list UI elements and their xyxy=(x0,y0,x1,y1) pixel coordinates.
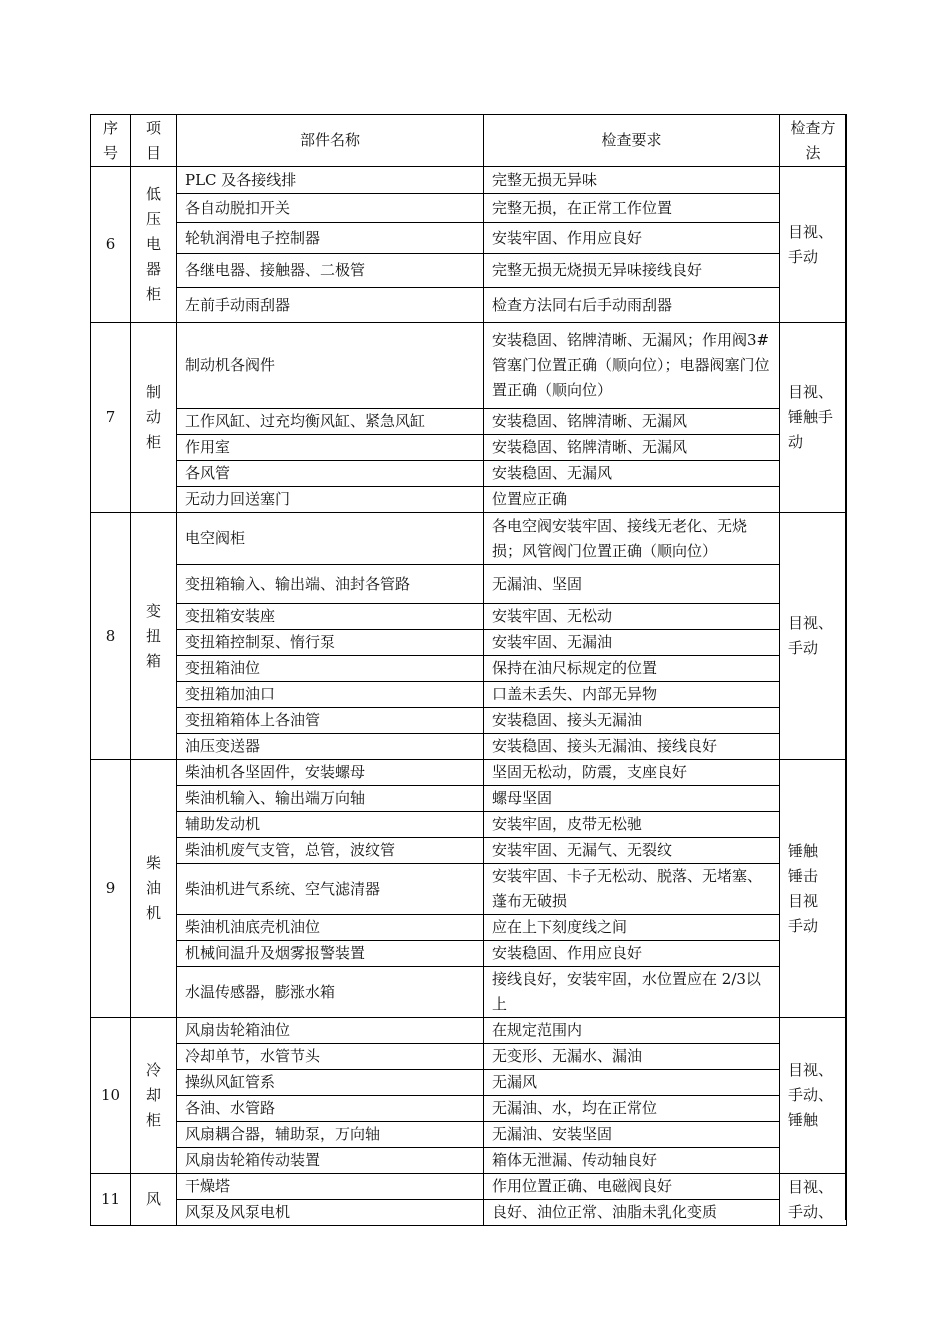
vertical-char: 油 xyxy=(145,879,161,897)
requirement: 完整无损无烧损无异味接线良好 xyxy=(484,254,780,288)
header-method: 检查方法 xyxy=(780,115,847,167)
table-row xyxy=(91,1174,847,1200)
header-req: 检查要求 xyxy=(484,115,780,167)
table-row xyxy=(91,604,847,630)
header-no: 序号 xyxy=(91,115,131,167)
table-row xyxy=(91,864,847,915)
part-name: 电空阀柜 xyxy=(177,513,484,565)
part-name: 柴油机油底壳机油位 xyxy=(177,915,484,941)
section-method: 目视、手动 xyxy=(780,513,847,760)
section-no: 8 xyxy=(91,513,131,760)
table-row xyxy=(91,1200,847,1226)
requirement: 安装稳固、作用应良好 xyxy=(484,941,780,967)
part-name: 柴油机输入、输出端万向轴 xyxy=(177,786,484,812)
requirement: 无漏油、水，均在正常位 xyxy=(484,1096,780,1122)
requirement: 各电空阀安装牢固、接线无老化、无烧损；风管阀门位置正确（顺向位） xyxy=(484,513,780,565)
section-no: 7 xyxy=(91,323,131,513)
requirement: 安装稳固、接头无漏油、接线良好 xyxy=(484,734,780,760)
part-name: 操纵风缸管系 xyxy=(177,1070,484,1096)
part-name: 辅助发动机 xyxy=(177,812,484,838)
requirement: 无漏油、坚固 xyxy=(484,565,780,604)
table-row xyxy=(91,630,847,656)
requirement: 在规定范围内 xyxy=(484,1018,780,1044)
vertical-char: 制 xyxy=(145,383,161,401)
part-name: PLC 及各接线排 xyxy=(177,167,484,194)
table-row xyxy=(91,288,847,323)
requirement: 位置应正确 xyxy=(484,487,780,513)
part-name: 变扭箱输入、输出端、油封各管路 xyxy=(177,565,484,604)
vertical-char: 锤击 xyxy=(788,866,819,885)
section-method: 目视、手动 xyxy=(780,167,847,323)
part-name: 工作风缸、过充均衡风缸、紧急风缸 xyxy=(177,409,484,435)
requirement: 检查方法同右后手动雨刮器 xyxy=(484,288,780,323)
part-name: 油压变送器 xyxy=(177,734,484,760)
table-row xyxy=(91,1018,847,1044)
header-item: 项目 xyxy=(131,115,177,167)
requirement: 作用位置正确、电磁阀良好 xyxy=(484,1174,780,1200)
table-row xyxy=(91,1044,847,1070)
table-row xyxy=(91,487,847,513)
requirement: 安装稳固、铭牌清晰、无漏风 xyxy=(484,409,780,435)
requirement: 安装稳固、铭牌清晰、无漏风 xyxy=(484,435,780,461)
vertical-char: 扭 xyxy=(145,626,161,645)
table-row xyxy=(91,461,847,487)
vertical-char: 低 xyxy=(145,185,161,203)
header-part: 部件名称 xyxy=(177,115,484,167)
table-row xyxy=(91,435,847,461)
section-item xyxy=(131,167,177,323)
requirement: 安装稳固、接头无漏油 xyxy=(484,708,780,734)
requirement: 安装牢固、无漏油 xyxy=(484,630,780,656)
table-row xyxy=(91,760,847,786)
inspection-table xyxy=(90,114,847,1226)
table-row xyxy=(91,838,847,864)
requirement: 无变形、无漏水、漏油 xyxy=(484,1044,780,1070)
requirement: 良好、油位正常、油脂未乳化变质 xyxy=(484,1200,780,1226)
part-name: 轮轨润滑电子控制器 xyxy=(177,223,484,254)
section-method: 目视、锤触手动 xyxy=(780,323,847,513)
requirement: 完整无损无异味 xyxy=(484,167,780,194)
part-name: 机械间温升及烟雾报警装置 xyxy=(177,941,484,967)
section-method xyxy=(780,760,847,1018)
vertical-char: 压 xyxy=(145,210,161,228)
table-row xyxy=(91,967,847,1018)
table-row xyxy=(91,1070,847,1096)
table-row xyxy=(91,786,847,812)
requirement: 保持在油尺标规定的位置 xyxy=(484,656,780,682)
section-item xyxy=(131,513,177,760)
table-row xyxy=(91,323,847,409)
part-name: 变扭箱油位 xyxy=(177,656,484,682)
table-row xyxy=(91,941,847,967)
part-name: 各继电器、接触器、二极管 xyxy=(177,254,484,288)
requirement: 箱体无泄漏、传动轴良好 xyxy=(484,1148,780,1174)
table-row xyxy=(91,1122,847,1148)
part-name: 左前手动雨刮器 xyxy=(177,288,484,323)
requirement: 无漏油、安装坚固 xyxy=(484,1122,780,1148)
section-item xyxy=(131,323,177,513)
table-row xyxy=(91,1148,847,1174)
vertical-char: 箱 xyxy=(145,651,161,670)
part-name: 各自动脱扣开关 xyxy=(177,194,484,223)
section-no: 6 xyxy=(91,167,131,323)
requirement: 完整无损，在正常工作位置 xyxy=(484,194,780,223)
part-name: 作用室 xyxy=(177,435,484,461)
section-item xyxy=(131,1018,177,1174)
part-name: 风扇齿轮箱油位 xyxy=(177,1018,484,1044)
table-row xyxy=(91,254,847,288)
table-row xyxy=(91,708,847,734)
requirement: 接线良好，安装牢固，水位置应在 2/3以上 xyxy=(484,967,780,1018)
requirement: 螺母坚固 xyxy=(484,786,780,812)
table-row xyxy=(91,409,847,435)
header-row xyxy=(91,115,847,167)
vertical-char: 器 xyxy=(145,260,161,278)
table-row xyxy=(91,167,847,194)
table-row xyxy=(91,734,847,760)
vertical-char: 柜 xyxy=(145,285,161,303)
vertical-char: 手动 xyxy=(788,916,819,935)
part-name: 变扭箱加油口 xyxy=(177,682,484,708)
requirement: 安装稳固、铭牌清晰、无漏风；作用阀3#管塞门位置正确（顺向位）；电器阀塞门位置正确（顺向位） xyxy=(484,323,780,409)
part-name: 风泵及风泵电机 xyxy=(177,1200,484,1226)
part-name: 柴油机进气系统、空气滤清器 xyxy=(177,864,484,915)
part-name: 无动力回送塞门 xyxy=(177,487,484,513)
table-row xyxy=(91,223,847,254)
table-row xyxy=(91,1096,847,1122)
table-row xyxy=(91,682,847,708)
part-name: 柴油机废气支管，总管，波纹管 xyxy=(177,838,484,864)
table-row xyxy=(91,194,847,223)
requirement: 坚固无松动，防震，支座良好 xyxy=(484,760,780,786)
section-no: 10 xyxy=(91,1018,131,1174)
vertical-char: 却 xyxy=(145,1086,161,1104)
section-item xyxy=(131,760,177,1018)
requirement: 应在上下刻度线之间 xyxy=(484,915,780,941)
requirement: 安装牢固、无松动 xyxy=(484,604,780,630)
part-name: 冷却单节，水管节头 xyxy=(177,1044,484,1070)
vertical-char: 机 xyxy=(145,904,161,922)
part-name: 各风管 xyxy=(177,461,484,487)
vertical-char: 冷 xyxy=(145,1061,161,1079)
vertical-char: 锤触 xyxy=(788,841,819,860)
table-row xyxy=(91,565,847,604)
part-name: 柴油机各坚固件，安装螺母 xyxy=(177,760,484,786)
section-method: 目视、手动、锤触 xyxy=(780,1018,847,1174)
vertical-char: 动 xyxy=(145,408,161,426)
vertical-char: 柴 xyxy=(145,854,161,872)
section-no: 9 xyxy=(91,760,131,1018)
vertical-char: 电 xyxy=(145,235,161,253)
section-method: 目视、手动、 xyxy=(780,1174,847,1226)
vertical-char: 柜 xyxy=(145,1111,161,1129)
part-name: 变扭箱箱体上各油管 xyxy=(177,708,484,734)
part-name: 水温传感器，膨涨水箱 xyxy=(177,967,484,1018)
part-name: 各油、水管路 xyxy=(177,1096,484,1122)
requirement: 口盖未丢失、内部无异物 xyxy=(484,682,780,708)
part-name: 变扭箱控制泵、惰行泵 xyxy=(177,630,484,656)
vertical-char: 柜 xyxy=(145,433,161,451)
table-row xyxy=(91,812,847,838)
requirement: 安装牢固、作用应良好 xyxy=(484,223,780,254)
section-no: 11 xyxy=(91,1174,131,1226)
requirement: 安装牢固、卡子无松动、脱落、无堵塞、蓬布无破损 xyxy=(484,864,780,915)
part-name: 风扇齿轮箱传动装置 xyxy=(177,1148,484,1174)
part-name: 变扭箱安装座 xyxy=(177,604,484,630)
vertical-char: 变 xyxy=(145,601,161,620)
requirement: 无漏风 xyxy=(484,1070,780,1096)
part-name: 风扇耦合器，辅助泵，万向轴 xyxy=(177,1122,484,1148)
requirement: 安装牢固，皮带无松驰 xyxy=(484,812,780,838)
table-row xyxy=(91,513,847,565)
requirement: 安装牢固、无漏气、无裂纹 xyxy=(484,838,780,864)
table-row xyxy=(91,656,847,682)
section-item: 风 xyxy=(131,1174,177,1226)
requirement: 安装稳固、无漏风 xyxy=(484,461,780,487)
part-name: 制动机各阀件 xyxy=(177,323,484,409)
part-name: 干燥塔 xyxy=(177,1174,484,1200)
vertical-char: 目视 xyxy=(788,891,819,910)
table-row xyxy=(91,915,847,941)
table-outer-border xyxy=(845,114,846,1220)
